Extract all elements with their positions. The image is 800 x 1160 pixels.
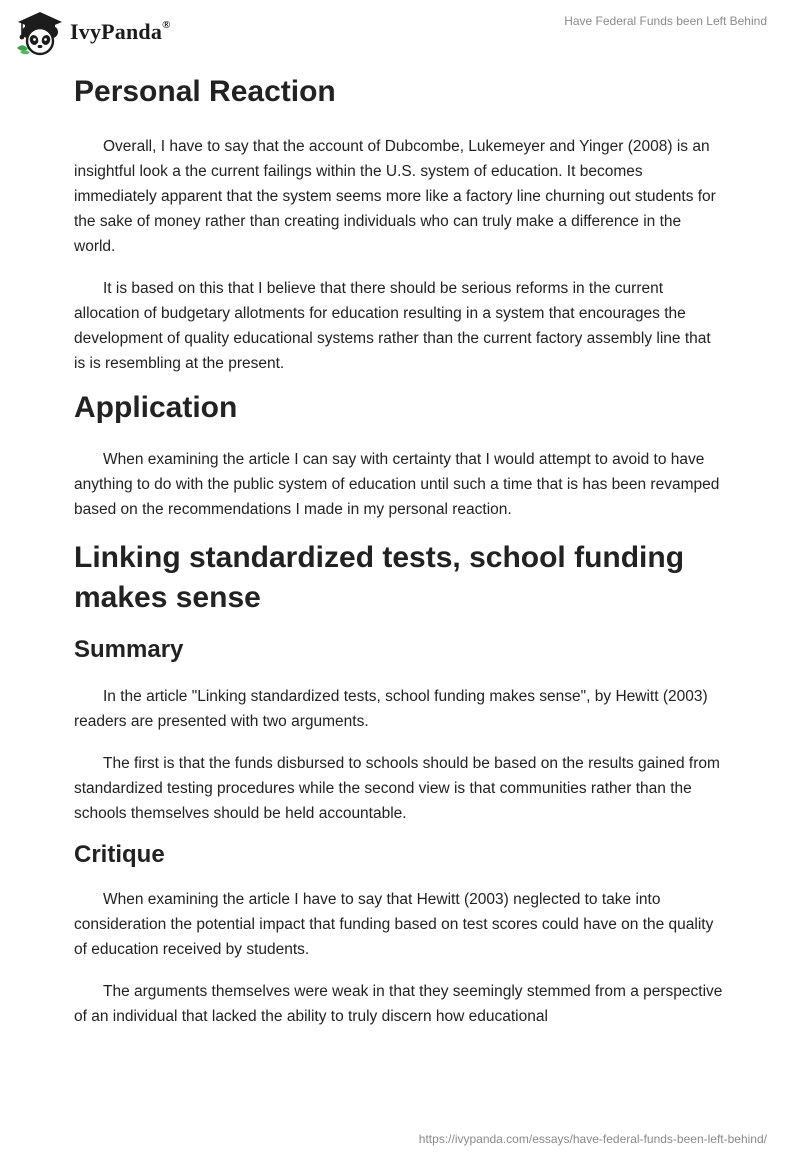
heading-critique: Critique	[74, 841, 165, 868]
registered-mark: ®	[162, 18, 171, 31]
document-title: Have Federal Funds been Left Behind	[564, 14, 767, 28]
page-header	[0, 0, 800, 60]
heading-summary: Summary	[74, 636, 184, 663]
paragraph: The first is that the funds disbursed to schools should be based on the results gained from standardized testing procedures while the second view is that communities rather than the schools themselves should be held accountable.	[74, 755, 720, 822]
paragraph: When examining the article I have to say that Hewitt (2003) neglected to take into consideration the potential impact that funding based on test scores could have on the quality of education received by students.	[74, 891, 714, 958]
paragraph: In the article "Linking standardized tests, school funding makes sense", by Hewitt (2003) readers are presented with two arguments.	[74, 688, 708, 730]
paragraph: The arguments themselves were weak in that they seemingly stemmed from a perspective of an individual that lacked the ability to truly discern how educational	[74, 983, 723, 1025]
brand-name: IvyPanda®	[70, 18, 171, 44]
heading-personal-reaction: Personal Reaction	[74, 75, 336, 108]
heading-linking-tests: Linking standardized tests, school funding makes sense	[74, 541, 685, 614]
ivypanda-logo[interactable]	[14, 8, 171, 56]
source-url-link[interactable]: https://ivypanda.com/essays/have-federal-funds-been-left-behind/	[418, 1132, 767, 1146]
paragraph: It is based on this that I believe that there should be serious reforms in the current allocation of budgetary allotments for education resulting in a system that encourages the development of quality educational systems rather than the current factory assembly line that is is resembling at the present.	[74, 280, 711, 372]
paragraph: When examining the article I can say with certainty that I would attempt to avoid to have anything to do with the public system of education until such a time that is has been revamped based on the recommendations I made in my personal reaction.	[74, 451, 720, 518]
panda-graduation-icon	[14, 8, 64, 56]
heading-application: Application	[74, 391, 238, 424]
paragraph: Overall, I have to say that the account of Dubcombe, Lukemeyer and Yinger (2008) is an insightful look a the current failings within the U.S. system of education. It becomes immediately apparent that the system seems more like a factory line churning out students for the sake of money rather than creating individuals who can truly make a difference in the world.	[74, 138, 716, 255]
essay-content	[74, 72, 726, 1029]
